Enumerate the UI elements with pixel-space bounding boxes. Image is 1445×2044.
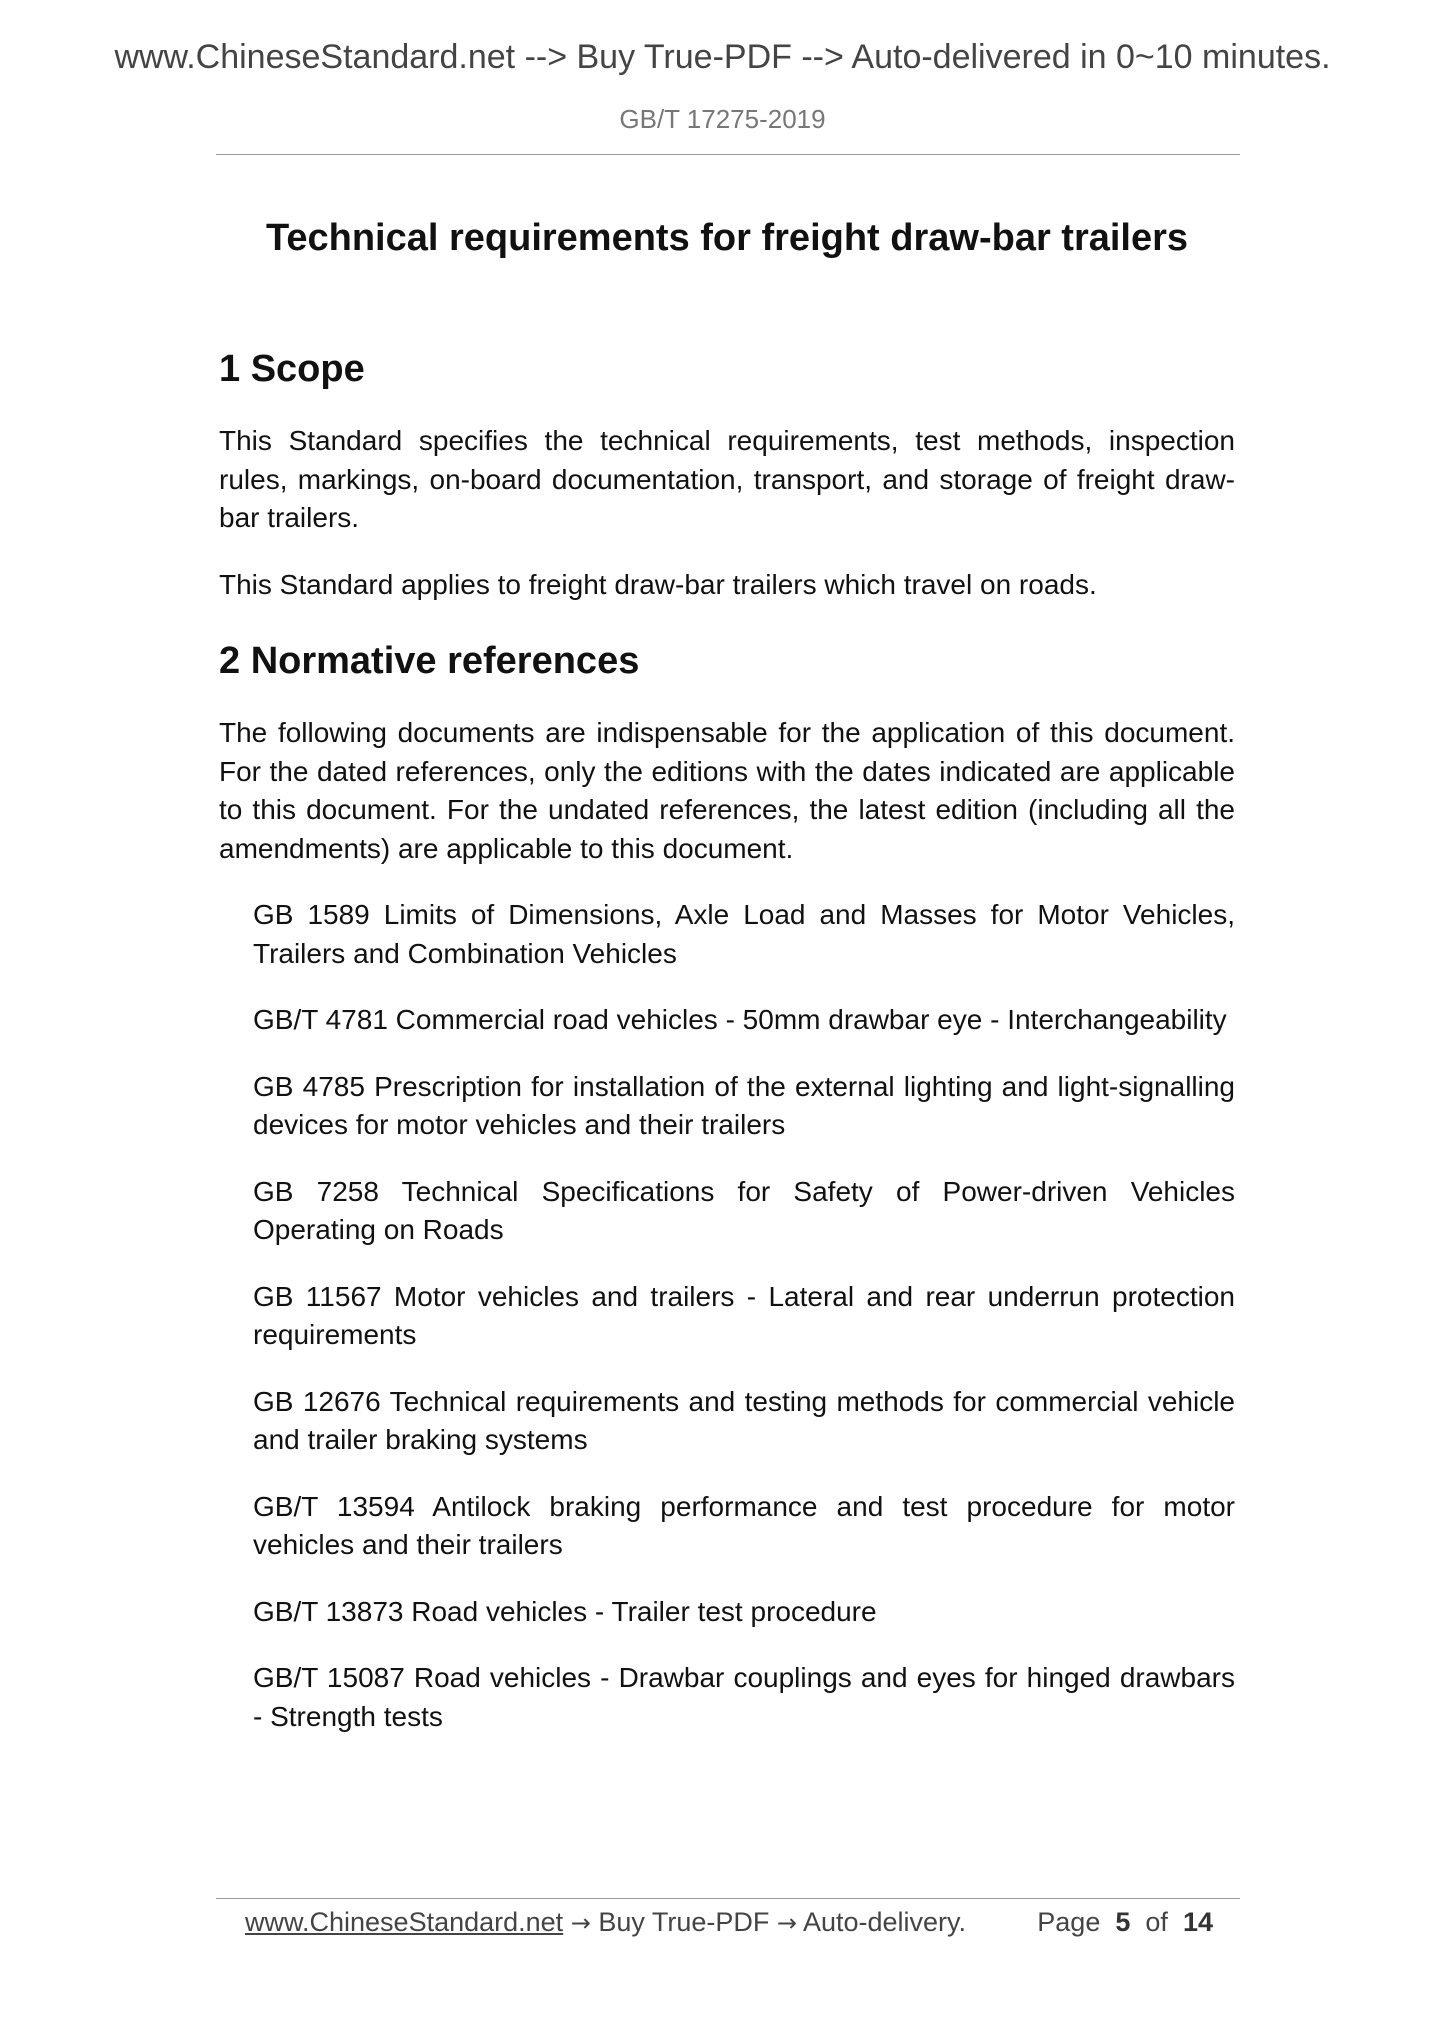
reference-item: GB 11567 Motor vehicles and trailers - Lateral and rear underrun protection requirements: [253, 1280, 1235, 1350]
reference-list: [219, 896, 1235, 1736]
page-total: 14: [1182, 1907, 1213, 1937]
page-current: 5: [1115, 1907, 1131, 1937]
section-heading-normative-references: 2 Normative references: [219, 640, 640, 682]
footer-divider: [216, 1898, 1240, 1899]
page-footer: [245, 1902, 1225, 1943]
normative-references-intro: The following documents are indispensable for the application of this document. For the dated references, only the editions with the dates indicated are applicable to this document. For the undated references, the latest edition (including all the amendments) are applicable to this document.: [219, 717, 1235, 864]
footer-delivery-text: Auto-delivery.: [796, 1907, 967, 1937]
site-banner: www.ChineseStandard.net --> Buy True-PDF --> Auto-delivered in 0~10 minutes.: [114, 38, 1331, 76]
reference-item: GB 7258 Technical Specifications for Safety of Power-driven Vehicles Operating on Roads: [253, 1175, 1235, 1245]
page-label: Page: [1037, 1907, 1101, 1937]
reference-item: GB/T 4781 Commercial road vehicles - 50mm drawbar eye - Interchangeability: [253, 1004, 1227, 1035]
reference-item: GB 4785 Prescription for installation of the external lighting and light-signalling devices for motor vehicles and their trailers: [253, 1070, 1235, 1140]
scope-paragraph: This Standard applies to freight draw-bar trailers which travel on roads.: [219, 568, 1097, 600]
reference-item: GB 1589 Limits of Dimensions, Axle Load and Masses for Motor Vehicles, Trailers and Combination Vehicles: [253, 899, 1235, 969]
reference-item: GB/T 13594 Antilock braking performance and test procedure for motor vehicles and their trailers: [253, 1490, 1235, 1560]
reference-item: GB 12676 Technical requirements and testing methods for commercial vehicle and trailer braking systems: [253, 1385, 1235, 1455]
footer-site-link[interactable]: www.ChineseStandard.net: [245, 1907, 564, 1937]
arrow-right-icon: →: [570, 1909, 591, 1937]
footer-buy-text: Buy True-PDF: [590, 1907, 777, 1937]
page-indicator: [1037, 1902, 1213, 1942]
document-title: Technical requirements for freight draw-bar trailers: [265, 217, 1189, 259]
page-of-label: of: [1145, 1907, 1168, 1937]
standard-code: GB/T 17275-2019: [619, 104, 826, 134]
section-heading-scope: 1 Scope: [219, 348, 365, 390]
arrow-right-icon: →: [776, 1909, 797, 1937]
page-content: [219, 208, 1235, 1764]
reference-item: GB/T 13873 Road vehicles - Trailer test procedure: [253, 1595, 877, 1627]
reference-item: GB/T 15087 Road vehicles - Drawbar couplings and eyes for hinged drawbars - Strength tests: [253, 1662, 1235, 1732]
header-divider: [216, 154, 1240, 155]
scope-paragraph: This Standard specifies the technical requirements, test methods, inspection rules, markings, on-board documentation, transport, and storage of freight draw-bar trailers.: [219, 425, 1235, 533]
